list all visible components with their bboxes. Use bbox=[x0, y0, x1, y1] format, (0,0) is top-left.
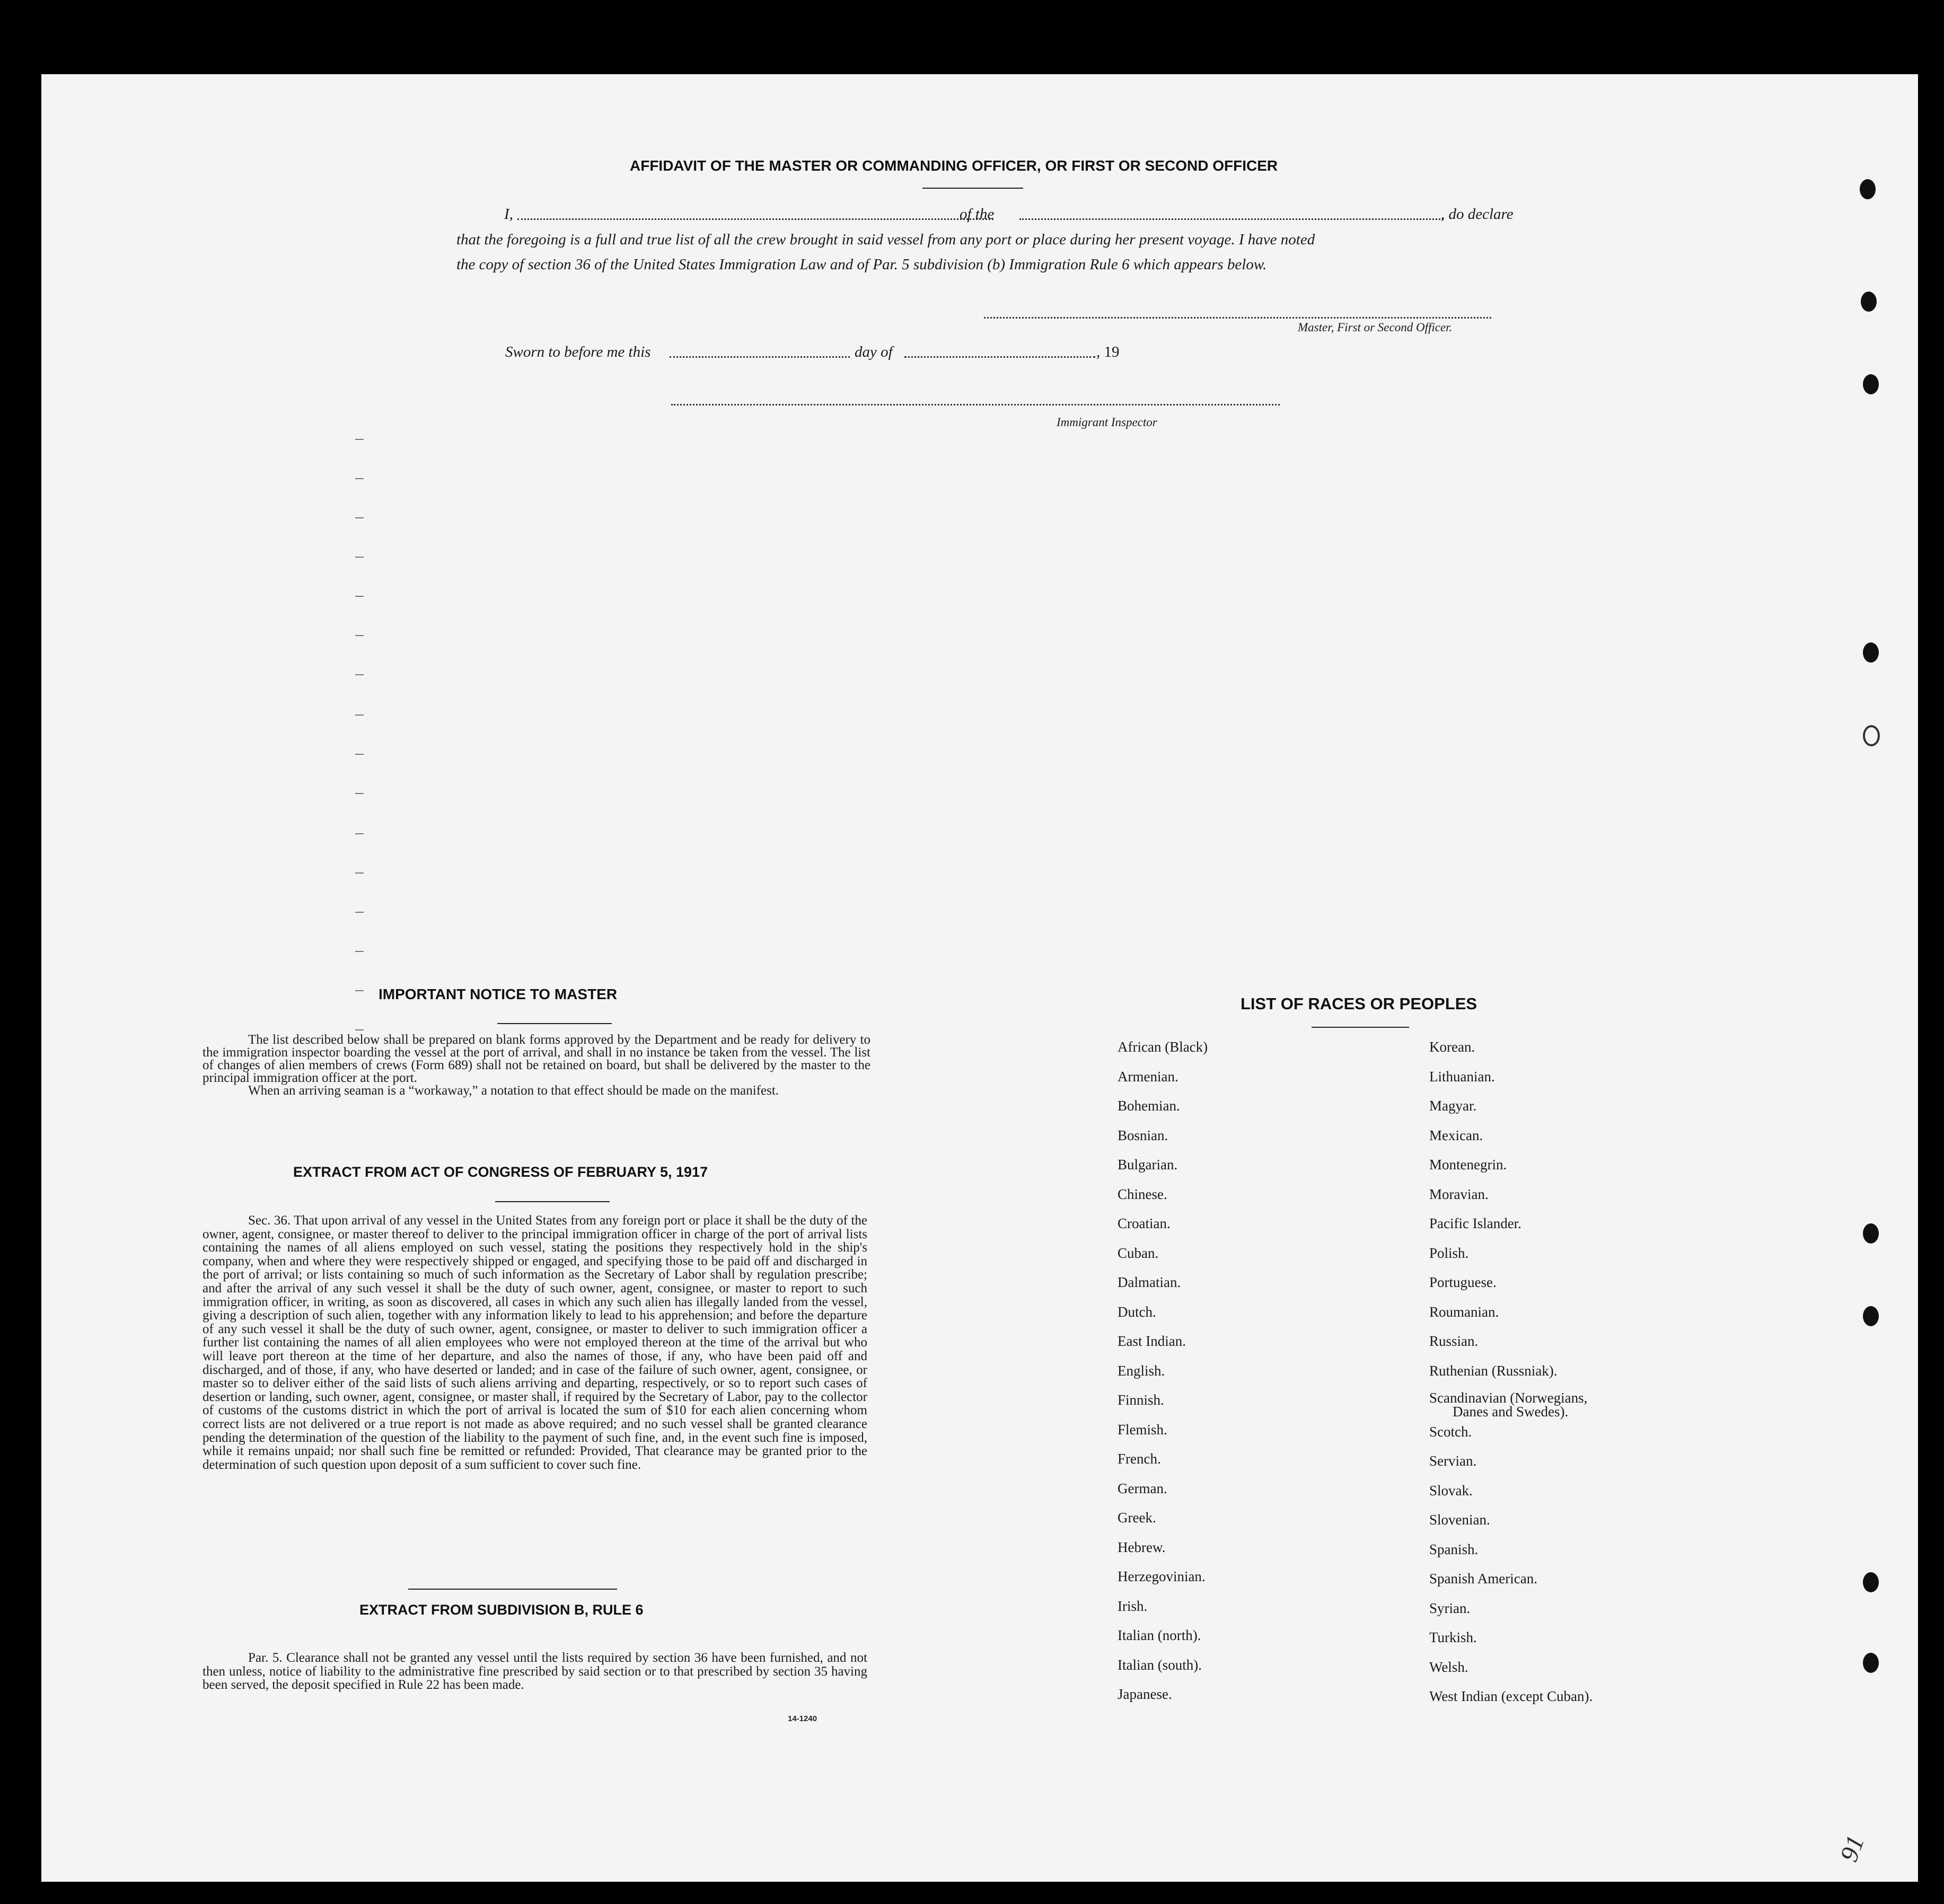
title-rule bbox=[922, 188, 1023, 189]
punch-hole bbox=[1863, 1306, 1879, 1326]
margin-dash bbox=[355, 1029, 364, 1030]
affidavit-title: AFFIDAVIT OF THE MASTER OR COMMANDING OFFICER, OR FIRST OR SECOND OFFICER bbox=[630, 157, 1278, 174]
master-signature-field[interactable] bbox=[984, 317, 1491, 319]
race-item: Dalmatian. bbox=[1118, 1274, 1181, 1290]
margin-dash bbox=[355, 833, 364, 834]
race-item: Croatian. bbox=[1118, 1215, 1171, 1231]
race-item: Spanish American. bbox=[1429, 1571, 1537, 1586]
race-item: Bosnian. bbox=[1118, 1127, 1168, 1143]
race-item: Scandinavian (Norwegians, bbox=[1429, 1390, 1588, 1406]
race-item: Moravian. bbox=[1429, 1186, 1489, 1202]
margin-note: 91 bbox=[1834, 1831, 1870, 1866]
race-item: Welsh. bbox=[1429, 1659, 1468, 1675]
i-label: I, bbox=[504, 206, 513, 223]
margin-dash bbox=[355, 517, 364, 518]
margin-dash bbox=[355, 674, 364, 675]
notice-paragraph-2: When an arriving seaman is a “workaway,” a notation to that effect should be made on the manifest. bbox=[248, 1083, 779, 1098]
races-title: LIST OF RACES OR PEOPLES bbox=[1241, 994, 1477, 1013]
race-item: Slovak. bbox=[1429, 1482, 1473, 1498]
year-label: , 19 bbox=[1096, 343, 1120, 360]
race-item: Russian. bbox=[1429, 1333, 1479, 1349]
punch-hole bbox=[1861, 292, 1877, 312]
race-item: Danes and Swedes). bbox=[1453, 1404, 1569, 1420]
race-item: Syrian. bbox=[1429, 1600, 1471, 1616]
race-item: Bulgarian. bbox=[1118, 1157, 1178, 1173]
margin-dash bbox=[355, 478, 364, 479]
punch-hole bbox=[1863, 725, 1880, 746]
race-item: Bohemian. bbox=[1118, 1098, 1180, 1114]
punch-hole bbox=[1860, 179, 1876, 199]
race-item: Italian (north). bbox=[1118, 1627, 1201, 1643]
race-item: Roumanian. bbox=[1429, 1303, 1499, 1320]
do-declare-label: , do declare bbox=[1441, 206, 1514, 223]
inspector-signature-field[interactable] bbox=[671, 404, 1280, 406]
race-item: African (Black) bbox=[1118, 1039, 1208, 1055]
act-title: EXTRACT FROM ACT OF CONGRESS OF FEBRUARY 5, 1917 bbox=[293, 1164, 708, 1180]
affidavit-line-3: the copy of section 36 of the United States Immigration Law and of Par. 5 subdivision (b) Immigration Rule 6 which appears below. bbox=[456, 256, 1267, 273]
margin-dash bbox=[355, 793, 364, 794]
act-rule bbox=[495, 1201, 610, 1202]
punch-hole bbox=[1863, 1572, 1879, 1592]
inspector-label: Immigrant Inspector bbox=[1057, 416, 1157, 429]
race-item: Irish. bbox=[1118, 1598, 1148, 1614]
race-item: Herzegovinian. bbox=[1118, 1568, 1206, 1584]
notice-paragraph-1: The list described below shall be prepared on blank forms approved by the Department and be ready for delivery to the immigration inspector boarding the vessel at the port of arrival, and shall in no instance be taken from the vessel. The list of changes of alien members of crews (Form 689) shall not be retained on board, but shall be delivered by the master to the principal immigration officer at the port. bbox=[203, 1033, 870, 1085]
race-item: Chinese. bbox=[1118, 1186, 1167, 1202]
punch-hole bbox=[1863, 1653, 1879, 1673]
affidavit-line-2: that the foregoing is a full and true list of all the crew brought in said vessel from any port or place during her present voyage. I have noted bbox=[456, 231, 1315, 248]
race-item: Flemish. bbox=[1118, 1421, 1167, 1438]
race-item: Turkish. bbox=[1429, 1629, 1477, 1645]
race-item: German. bbox=[1118, 1480, 1167, 1496]
race-item: Dutch. bbox=[1118, 1303, 1156, 1320]
race-item: Korean. bbox=[1429, 1039, 1475, 1055]
race-item: Magyar. bbox=[1429, 1098, 1477, 1114]
race-item: Lithuanian. bbox=[1429, 1068, 1495, 1085]
race-item: Hebrew. bbox=[1118, 1539, 1166, 1555]
race-item: French. bbox=[1118, 1451, 1161, 1467]
race-item: Finnish. bbox=[1118, 1392, 1164, 1408]
race-item: Montenegrin. bbox=[1429, 1157, 1507, 1173]
race-item: Scotch. bbox=[1429, 1423, 1472, 1440]
form-number: 14-1240 bbox=[788, 1714, 817, 1723]
margin-dash bbox=[355, 439, 364, 440]
punch-hole bbox=[1863, 374, 1879, 394]
punch-hole bbox=[1863, 1223, 1879, 1244]
margin-dash bbox=[355, 912, 364, 913]
notice-title: IMPORTANT NOTICE TO MASTER bbox=[379, 986, 618, 1002]
document-sheet bbox=[41, 74, 1918, 1882]
notice-rule bbox=[497, 1023, 612, 1024]
race-item: East Indian. bbox=[1118, 1333, 1186, 1349]
margin-dash bbox=[355, 951, 364, 952]
rule-separator bbox=[408, 1589, 617, 1590]
rule-text: Par. 5. Clearance shall not be granted any vessel until the lists required by section 36 have been furnished, and not then unless, notice of liability to the administrative fine prescribed by said section or to that prescribed by section 35 having been served, the deposit specified in Rule 22 has been made. bbox=[203, 1651, 867, 1693]
vessel-field[interactable] bbox=[1019, 218, 1444, 220]
margin-dash bbox=[355, 872, 364, 874]
sworn-month-field[interactable] bbox=[904, 356, 1095, 358]
race-item: West Indian (except Cuban). bbox=[1429, 1688, 1593, 1704]
race-item: Ruthenian (Russniak). bbox=[1429, 1362, 1558, 1379]
race-item: Polish. bbox=[1429, 1245, 1469, 1261]
race-item: Portuguese. bbox=[1429, 1274, 1497, 1290]
punch-hole bbox=[1863, 642, 1879, 663]
margin-dash bbox=[355, 596, 364, 597]
of-the-label: of the bbox=[960, 206, 995, 223]
race-item: Slovenian. bbox=[1429, 1512, 1490, 1528]
margin-dash bbox=[355, 990, 364, 991]
name-field[interactable] bbox=[517, 218, 993, 220]
margin-dash bbox=[355, 557, 364, 558]
race-item: Italian (south). bbox=[1118, 1656, 1202, 1673]
race-item: English. bbox=[1118, 1362, 1165, 1379]
races-rule bbox=[1312, 1027, 1409, 1028]
margin-dash bbox=[355, 715, 364, 716]
race-item: Mexican. bbox=[1429, 1127, 1483, 1143]
day-of-label: day of bbox=[855, 343, 893, 360]
rule-title: EXTRACT FROM SUBDIVISION B, RULE 6 bbox=[359, 1602, 644, 1618]
master-signature-label: Master, First or Second Officer. bbox=[1298, 321, 1453, 334]
race-item: Spanish. bbox=[1429, 1541, 1479, 1557]
sworn-day-field[interactable] bbox=[670, 356, 850, 358]
race-item: Servian. bbox=[1429, 1453, 1477, 1469]
race-item: Cuban. bbox=[1118, 1245, 1159, 1261]
margin-dash bbox=[355, 754, 364, 755]
race-item: Greek. bbox=[1118, 1510, 1156, 1526]
race-item: Pacific Islander. bbox=[1429, 1215, 1521, 1231]
sworn-label: Sworn to before me this bbox=[505, 343, 651, 360]
act-text: Sec. 36. That upon arrival of any vessel in the United States from any foreign port or place it shall be the duty of the owner, agent, consignee, or master thereof to deliver to the principal immigration officer in charge of the port of arrival lists containing the names of all aliens employed on such vessel, stating the positions they respectively hold in the ship's company, when and where they were respectively shipped or engaged, and specifying those to be paid off and discharged in the port of arrival; or lists containing so much of such information as the Secretary of Labor shall by regulation prescribe; and after the arrival of any such vessel it shall be the duty of such owner, agent, consignee, or master to report to such immigration officer, in writing, as soon as discovered, all cases in which any such alien has illegally landed from the vessel, giving a description of such alien, together with any information likely to lead to his apprehension; and before the departure of any such vessel it shall be the duty of such owner, agent, consignee, or master to deliver to such immigration officer a further list containing the names of all alien employees who were not employed thereon at the time of the arrival but who will leave port thereon at the time of her departure, and also the names of those, if any, who have been paid off and discharged, and of those, if any, who have deserted or landed; and in case of the failure of such owner, agent, consignee, or master so to deliver either of the said lists of such aliens arriving and departing, respectively, or so to report such cases of desertion or landing, such owner, agent, consignee, or master shall, if required by the Secretary of Labor, pay to the collector of customs of the customs district in which the port of arrival is located the sum of $10 for each alien concerning whom correct lists are not delivered or a true report is not made as above required; and no such vessel shall be granted clearance pending the determination of the question of the liability to the payment of such fine, and, in the event such fine is imposed, while it remains unpaid; nor shall such fine be remitted or refunded: Provided, That clearance may be granted prior to the determination of such question upon deposit of a sum sufficient to cover such fine. bbox=[203, 1213, 867, 1472]
margin-dash bbox=[355, 635, 364, 636]
race-item: Japanese. bbox=[1118, 1686, 1172, 1702]
race-item: Armenian. bbox=[1118, 1068, 1178, 1085]
